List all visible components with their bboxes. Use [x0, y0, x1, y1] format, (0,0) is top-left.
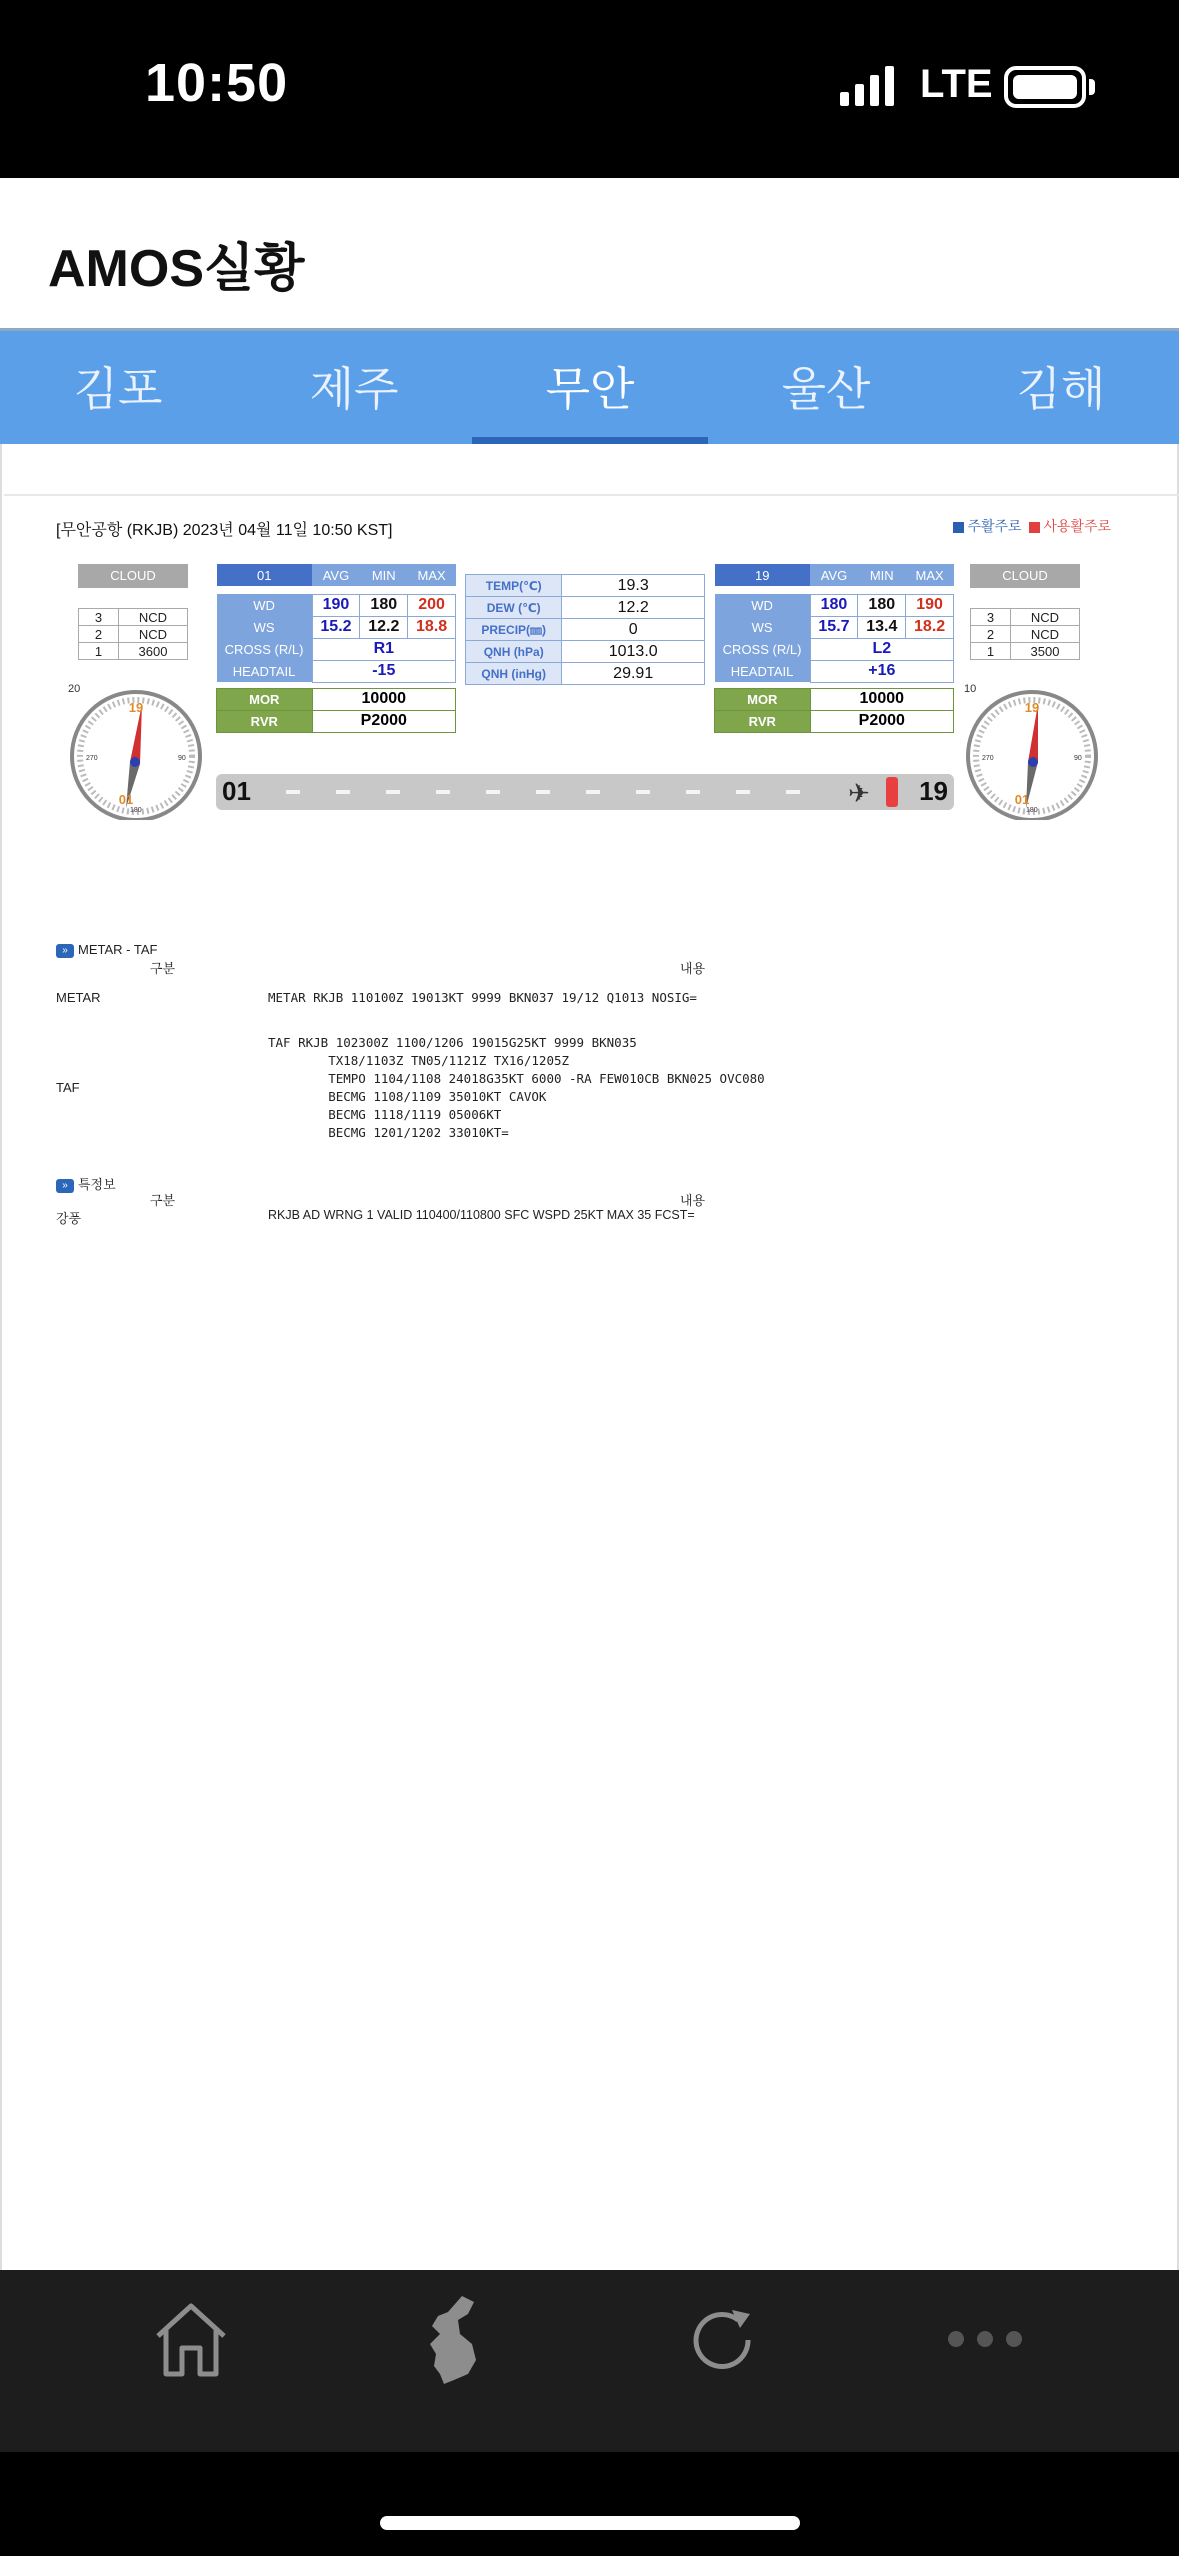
tab-jeju[interactable]: 제주 [309, 363, 399, 415]
runway-id: 01 [217, 564, 313, 586]
metar-col-header-content: 내용 [680, 961, 706, 976]
table-row [715, 638, 954, 660]
home-indicator[interactable] [380, 2516, 800, 2530]
headtail-label: HEADTAIL [217, 660, 313, 682]
warning-text: RKJB AD WRNG 1 VALID 110400/110800 SFC WSPD 25KT MAX 35 FCST= [268, 1208, 695, 1222]
dew-value: 12.2 [562, 597, 705, 619]
runway-centerline [586, 790, 600, 794]
tab-gimhae[interactable]: 김해 [1016, 363, 1106, 415]
cross-label: CROSS (R/L) [715, 638, 811, 660]
table-row [715, 660, 954, 682]
cloud-left-table [78, 608, 188, 660]
runway-centerline [336, 790, 350, 794]
table-row [217, 616, 456, 638]
runway-centerline [486, 790, 500, 794]
ws-max: 18.2 [906, 616, 954, 638]
precip-label: PRECIP(㎜) [466, 619, 562, 641]
legend [953, 516, 1111, 536]
cloud-layer: 1 [971, 643, 1011, 660]
wd-label: WD [715, 594, 811, 616]
compass-bottom-num: 01 [118, 792, 134, 807]
tab-muan[interactable]: 무안 [545, 363, 635, 415]
compass-top-num: 19 [1024, 700, 1040, 715]
status-bar [0, 0, 1179, 178]
compass-east: 90 [1074, 755, 1082, 762]
airplane-icon: ✈ [848, 778, 870, 808]
korea-map-icon[interactable] [418, 2294, 488, 2390]
table-row [971, 626, 1080, 643]
ws-avg: 15.7 [810, 616, 858, 638]
battery-icon [1004, 66, 1086, 108]
spacer [715, 586, 954, 594]
wd-min: 180 [858, 594, 906, 616]
wd-label: WD [217, 594, 313, 616]
runway-19-table [714, 564, 954, 733]
qnh-inhg-value: 29.91 [562, 663, 705, 685]
warning-title [56, 1174, 116, 1193]
cross-label: CROSS (R/L) [217, 638, 313, 660]
spacer-row [715, 586, 954, 594]
table-row [466, 641, 705, 663]
page-title: AMOS실황 [48, 240, 305, 298]
rvr-value: P2000 [312, 710, 455, 732]
col-max: MAX [906, 564, 954, 586]
table-row [715, 710, 954, 732]
tab-ulsan[interactable]: 울산 [781, 363, 871, 415]
runway-centerline [286, 790, 300, 794]
weather-panel [0, 444, 1179, 2270]
compass-west: 270 [982, 755, 994, 762]
warning-col-header-content: 내용 [680, 1193, 706, 1208]
divider [4, 494, 1179, 496]
table-row [217, 594, 456, 616]
qnh-inhg-label: QNH (inHg) [466, 663, 562, 685]
wd-avg: 190 [312, 594, 360, 616]
metar-taf-title-text: METAR - TAF [78, 942, 158, 957]
table-row [715, 594, 954, 616]
compass-top-num: 19 [128, 700, 144, 715]
col-max: MAX [408, 564, 456, 586]
cloud-layer: 3 [79, 609, 119, 626]
cloud-right-table [970, 608, 1080, 660]
ws-min: 13.4 [858, 616, 906, 638]
runway-centerline [786, 790, 800, 794]
table-row [715, 564, 954, 586]
cloud-value: 3500 [1011, 643, 1080, 660]
headtail-value: +16 [810, 660, 953, 682]
table-row [217, 688, 456, 710]
mor-label: MOR [217, 688, 313, 710]
table-row [466, 597, 705, 619]
legend-used-label: 사용활주로 [1043, 518, 1111, 534]
mor-value: 10000 [810, 688, 953, 710]
wind-compass-right [960, 680, 1104, 820]
rvr-value: P2000 [810, 710, 953, 732]
spacer [217, 586, 456, 594]
wd-max: 200 [408, 594, 456, 616]
cloud-layer: 2 [971, 626, 1011, 643]
table-row [79, 643, 188, 660]
table-row [79, 609, 188, 626]
warning-title-text: 특정보 [78, 1177, 116, 1192]
ws-max: 18.8 [408, 616, 456, 638]
cloud-left-header: CLOUD [78, 564, 188, 588]
compass-hub [130, 757, 140, 767]
wd-max: 190 [906, 594, 954, 616]
compass-south: 180 [130, 807, 142, 814]
spacer-row [217, 586, 456, 594]
active-runway-marker [886, 777, 898, 807]
runway-centerline [536, 790, 550, 794]
table-row [217, 660, 456, 682]
table-row [217, 710, 456, 732]
temp-value: 19.3 [562, 575, 705, 597]
more-icon[interactable] [940, 2324, 1030, 2354]
table-row [217, 564, 456, 586]
headtail-value: -15 [312, 660, 455, 682]
runway-centerline [686, 790, 700, 794]
col-min: MIN [360, 564, 408, 586]
temp-label: TEMP(℃) [466, 575, 562, 597]
cloud-layer: 1 [79, 643, 119, 660]
wd-avg: 180 [810, 594, 858, 616]
legend-main-label: 주활주로 [967, 518, 1022, 534]
cloud-value: NCD [119, 609, 188, 626]
table-row [971, 609, 1080, 626]
table-row [971, 643, 1080, 660]
compass-west: 270 [86, 755, 98, 762]
col-avg: AVG [312, 564, 360, 586]
qnh-hpa-label: QNH (hPa) [466, 641, 562, 663]
center-met-table [465, 574, 705, 685]
cross-value: L2 [810, 638, 953, 660]
double-chevron-icon: » [56, 1179, 74, 1193]
runway-centerline [636, 790, 650, 794]
home-icon[interactable] [152, 2300, 230, 2380]
bottom-nav [0, 2270, 1179, 2452]
legend-main-swatch [953, 522, 964, 533]
cross-value: R1 [312, 638, 455, 660]
metar-text: METAR RKJB 110100Z 19013KT 9999 BKN037 19/12 Q1013 NOSIG= [268, 990, 697, 1005]
battery-tip [1089, 79, 1095, 95]
table-row [466, 575, 705, 597]
legend-used-swatch [1029, 522, 1040, 533]
mor-label: MOR [715, 688, 811, 710]
cloud-right-header: CLOUD [970, 564, 1080, 588]
col-avg: AVG [810, 564, 858, 586]
runway-graphic [216, 774, 954, 810]
cloud-value: NCD [1011, 609, 1080, 626]
rvr-label: RVR [217, 710, 313, 732]
table-row [715, 616, 954, 638]
airport-tabs [0, 328, 1179, 444]
wind-compass-left [64, 680, 208, 820]
table-row [715, 688, 954, 710]
table-row [466, 663, 705, 685]
cloud-value: 3600 [119, 643, 188, 660]
rvr-label: RVR [715, 710, 811, 732]
cloud-layer: 2 [79, 626, 119, 643]
runway-01-table [216, 564, 456, 733]
wd-min: 180 [360, 594, 408, 616]
metar-col-header: 구분 [150, 961, 176, 976]
station-title: [무안공항 (RKJB) 2023년 04월 11일 10:50 KST] [56, 522, 393, 539]
network-type: LTE [920, 62, 993, 106]
runway-centerline [736, 790, 750, 794]
cloud-value: NCD [1011, 626, 1080, 643]
ws-min: 12.2 [360, 616, 408, 638]
taf-label: TAF [56, 1080, 80, 1095]
ws-label: WS [715, 616, 811, 638]
col-min: MIN [858, 564, 906, 586]
mor-value: 10000 [312, 688, 455, 710]
table-row [79, 626, 188, 643]
refresh-icon[interactable] [684, 2302, 760, 2378]
tab-gimpo[interactable]: 김포 [73, 363, 163, 415]
metar-taf-title [56, 942, 157, 958]
runway-centerline [436, 790, 450, 794]
warning-col-header: 구분 [150, 1193, 176, 1208]
compass-corner-label: 20 [68, 683, 81, 695]
qnh-hpa-value: 1013.0 [562, 641, 705, 663]
status-time: 10:50 [145, 53, 289, 113]
cloud-value: NCD [119, 626, 188, 643]
dew-label: DEW (℃) [466, 597, 562, 619]
runway-id: 19 [715, 564, 811, 586]
ws-label: WS [217, 616, 313, 638]
cloud-layer: 3 [971, 609, 1011, 626]
taf-text: TAF RKJB 102300Z 1100/1206 19015G25KT 9999 BKN035 TX18/1103Z TN05/1121Z TX16/1205Z TEMPO 1104/1108 24018G35KT 6000 -RA FEW010CB BKN025 OVC080 BECMG 1108/1109 35010KT CAVOK BECMG 1118/1119 05006KT BECMG 1201/1202 33010KT= [268, 1035, 765, 1140]
double-chevron-icon: » [56, 944, 74, 958]
home-indicator-area [0, 2452, 1179, 2556]
compass-hub [1028, 757, 1038, 767]
compass-corner-label: 10 [964, 683, 977, 695]
compass-east: 90 [178, 755, 186, 762]
table-row [217, 638, 456, 660]
compass-bottom-num: 01 [1014, 792, 1030, 807]
compass-south: 180 [1026, 807, 1038, 814]
ws-avg: 15.2 [312, 616, 360, 638]
warning-label: 강풍 [56, 1211, 82, 1226]
metar-label: METAR [56, 990, 101, 1005]
runway-left-number: 01 [222, 776, 251, 806]
signal-icon [840, 66, 900, 106]
headtail-label: HEADTAIL [715, 660, 811, 682]
table-row [466, 619, 705, 641]
precip-value: 0 [562, 619, 705, 641]
runway-centerline [386, 790, 400, 794]
runway-right-number: 19 [919, 776, 948, 806]
